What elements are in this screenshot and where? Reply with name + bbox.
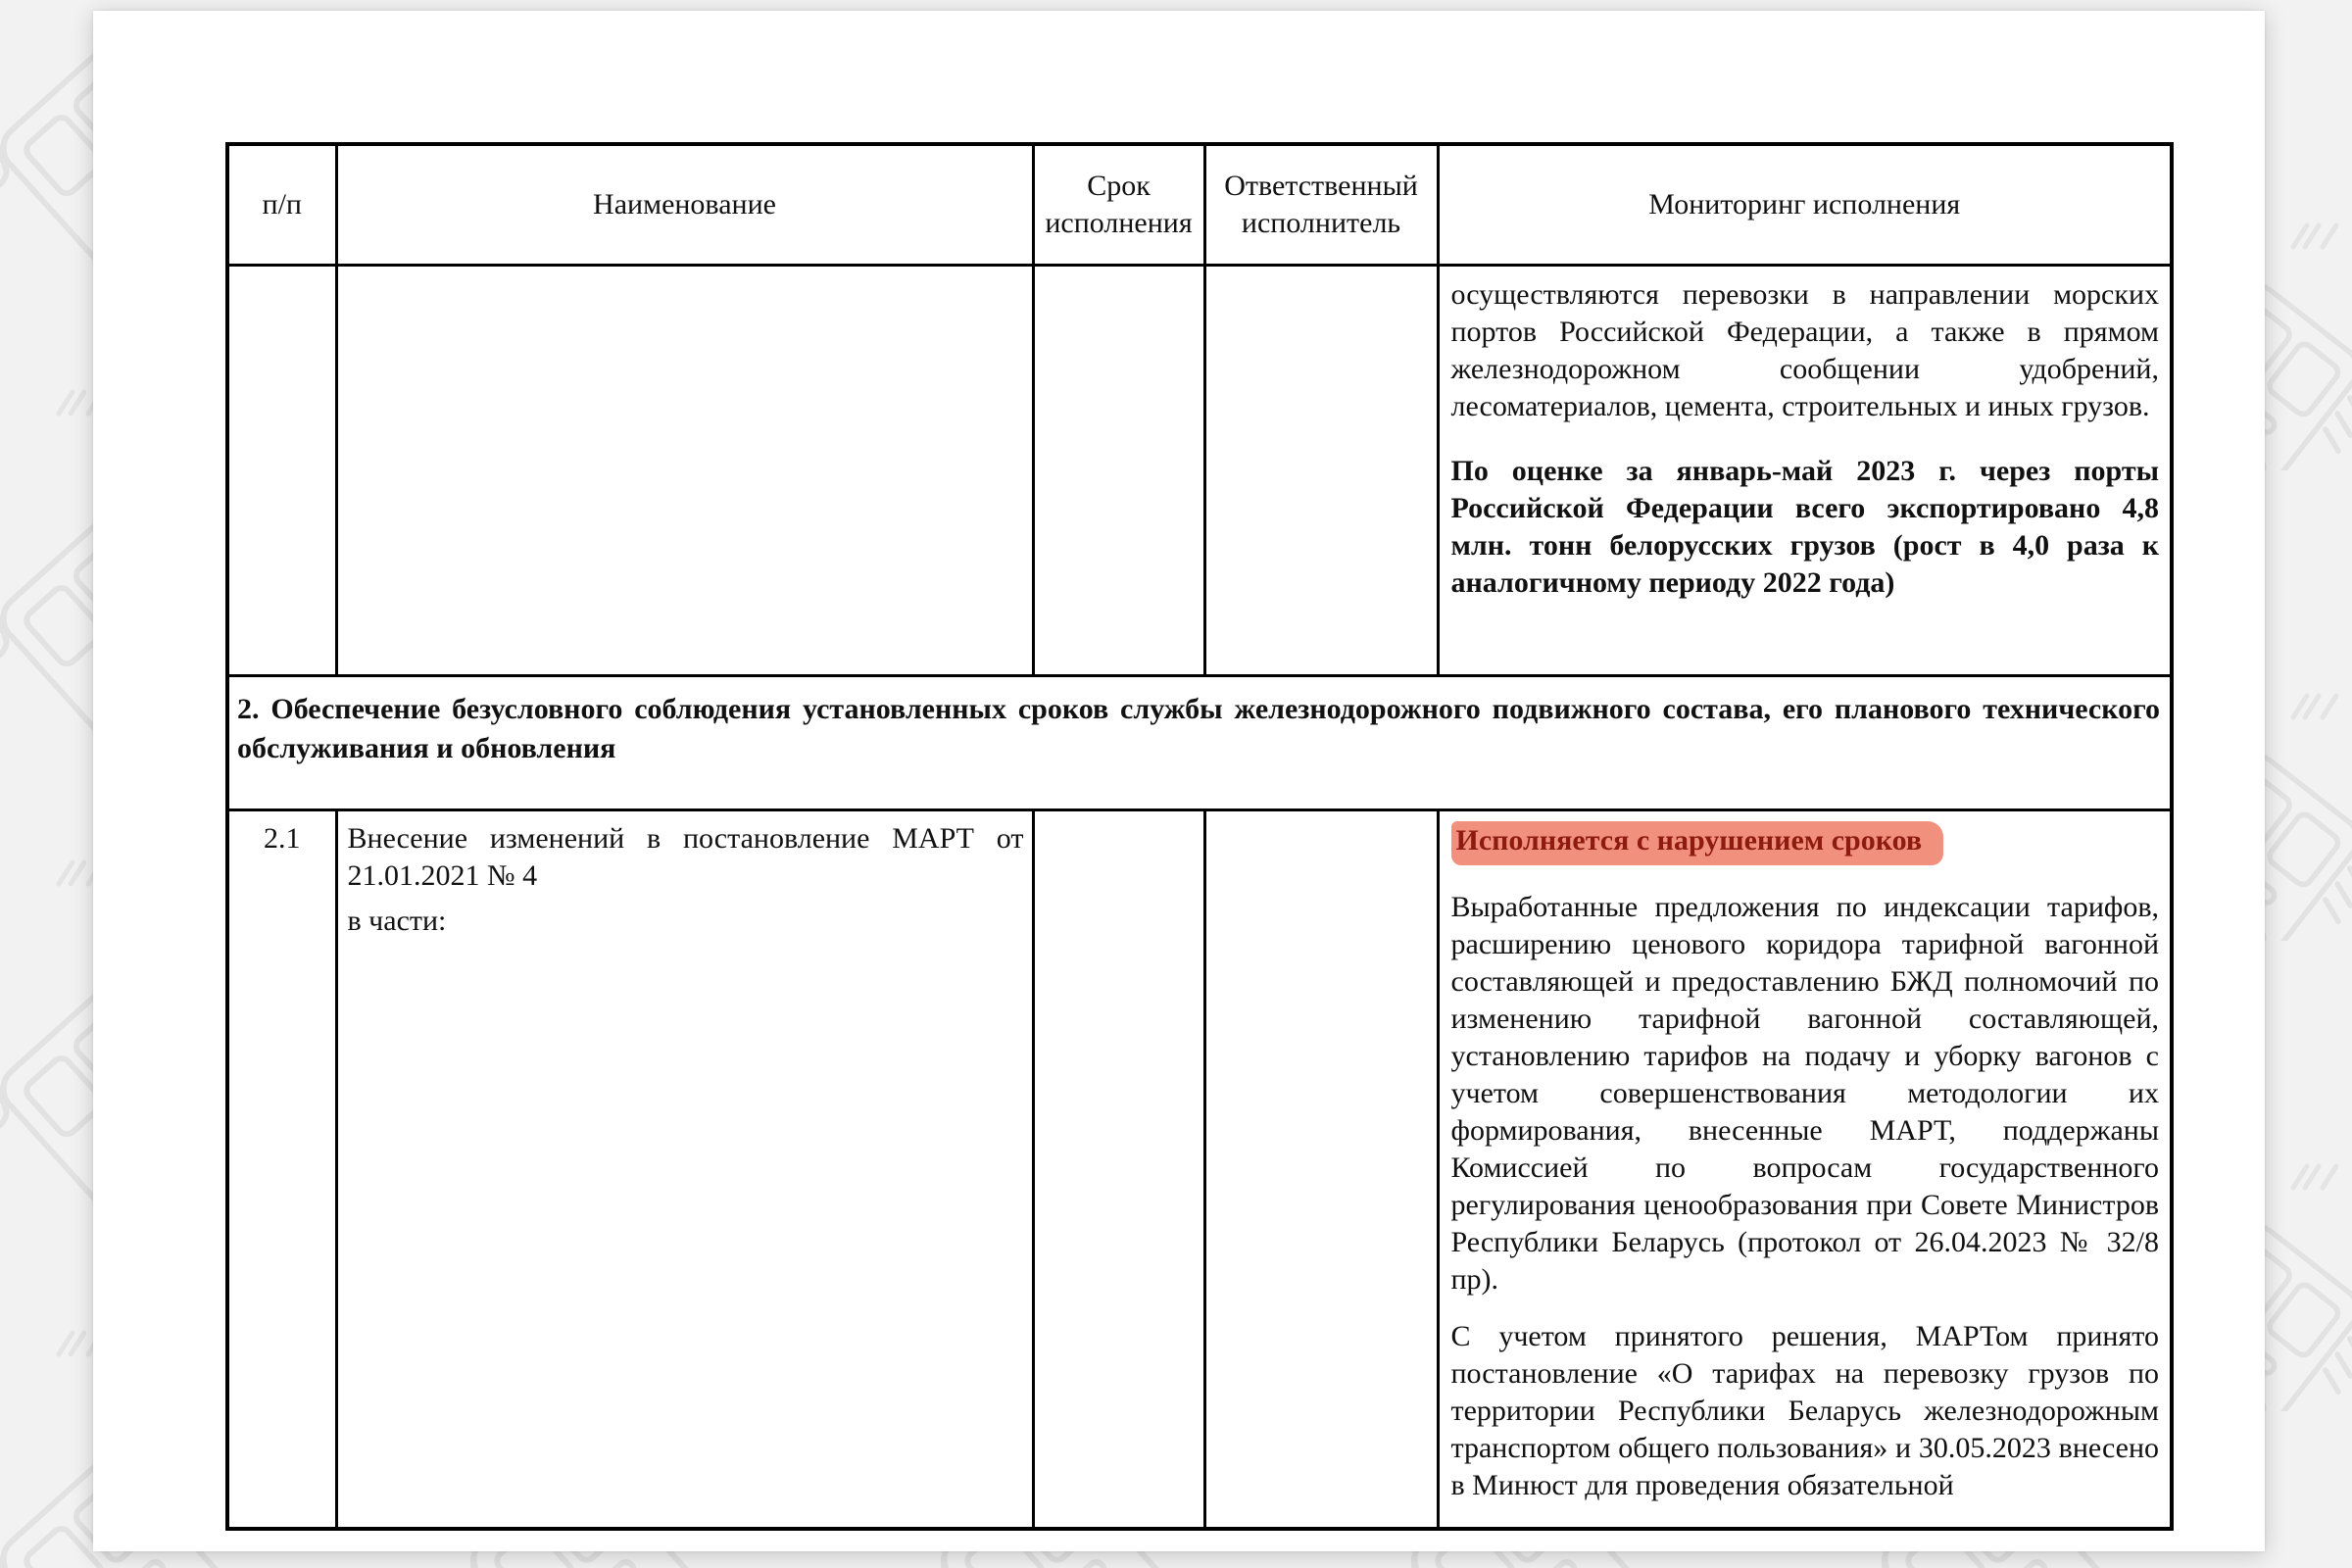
row2-1-name-text: Внесение изменений в постановление МАРТ от 21.01.2021 № 4 xyxy=(347,822,1024,892)
table-header-row xyxy=(227,144,2172,266)
monitoring-paragraph-bold: По оценке за январь-май 2023 г. через порты Российской Федерации всего экспортировано 4,8 млн. тонн белорусских грузов (рост в 4,0 раза к аналогичному периоду 2022 года) xyxy=(1450,455,2159,599)
monitoring-paragraph: С учетом принятого решения, МАРТом принято постановление «О тарифах на перевозку грузов по территории Республики Беларусь железнодорожным транспортом общего пользования» и 30.05.2023 внесено в Минюст для проведения обязательной xyxy=(1450,1320,2159,1501)
row1-term-cell xyxy=(1033,266,1204,676)
status-badge-violation: Исполняется с нарушением сроков xyxy=(1451,821,1944,865)
execution-monitoring-table xyxy=(225,142,2174,1531)
row1-num-cell xyxy=(227,266,336,676)
table-row-2-1 xyxy=(227,810,2172,1530)
section-2-title: 2. Обеспечение безусловного соблюдения установленных сроков службы железнодорожного подвижного состава, его планового технического обслуживания и обновления xyxy=(227,676,2172,810)
header-cell-num: п/п xyxy=(227,144,336,266)
row1-name-cell xyxy=(336,266,1033,676)
row1-monitoring-cell xyxy=(1438,266,2172,676)
header-cell-monitoring: Мониторинг исполнения xyxy=(1438,144,2172,266)
row2-1-term-cell xyxy=(1033,810,1204,1530)
monitoring-paragraph: осуществляются перевозки в направлении морских портов Российской Федерации, а также в прямом железнодорожном сообщении удобрений, лесоматериалов, цемента, строительных и иных грузов. xyxy=(1450,278,2159,422)
header-cell-executor: Ответственный исполнитель xyxy=(1204,144,1438,266)
monitoring-paragraph: Выработанные предложения по индексации тарифов, расширению ценового коридора тарифной вагонной составляющей и предоставлению БЖД полномочий по изменению тарифной вагонной составляющей, установлению тарифов на подачу и уборку вагонов с учетом совершенствования методологии их формирования, внесенные МАРТ, поддержаны Комиссией по вопросам государственного регулирования ценообразования при Совете Министров Республики Беларусь (протокол от 26.04.2023 № 32/8 пр). xyxy=(1450,891,2159,1296)
row2-1-name-cell xyxy=(336,810,1033,1530)
row2-1-monitoring-cell xyxy=(1438,810,2172,1530)
row1-executor-cell xyxy=(1204,266,1438,676)
header-cell-name: Наименование xyxy=(336,144,1033,266)
document-page xyxy=(93,11,2265,1551)
row2-1-name-subtext: в части: xyxy=(347,905,447,937)
table-row-continuation xyxy=(227,266,2172,676)
header-cell-term: Срок исполнения xyxy=(1033,144,1204,266)
row2-1-executor-cell xyxy=(1204,810,1438,1530)
row2-1-num-cell: 2.1 xyxy=(227,810,336,1530)
table-row-section-2 xyxy=(227,676,2172,810)
